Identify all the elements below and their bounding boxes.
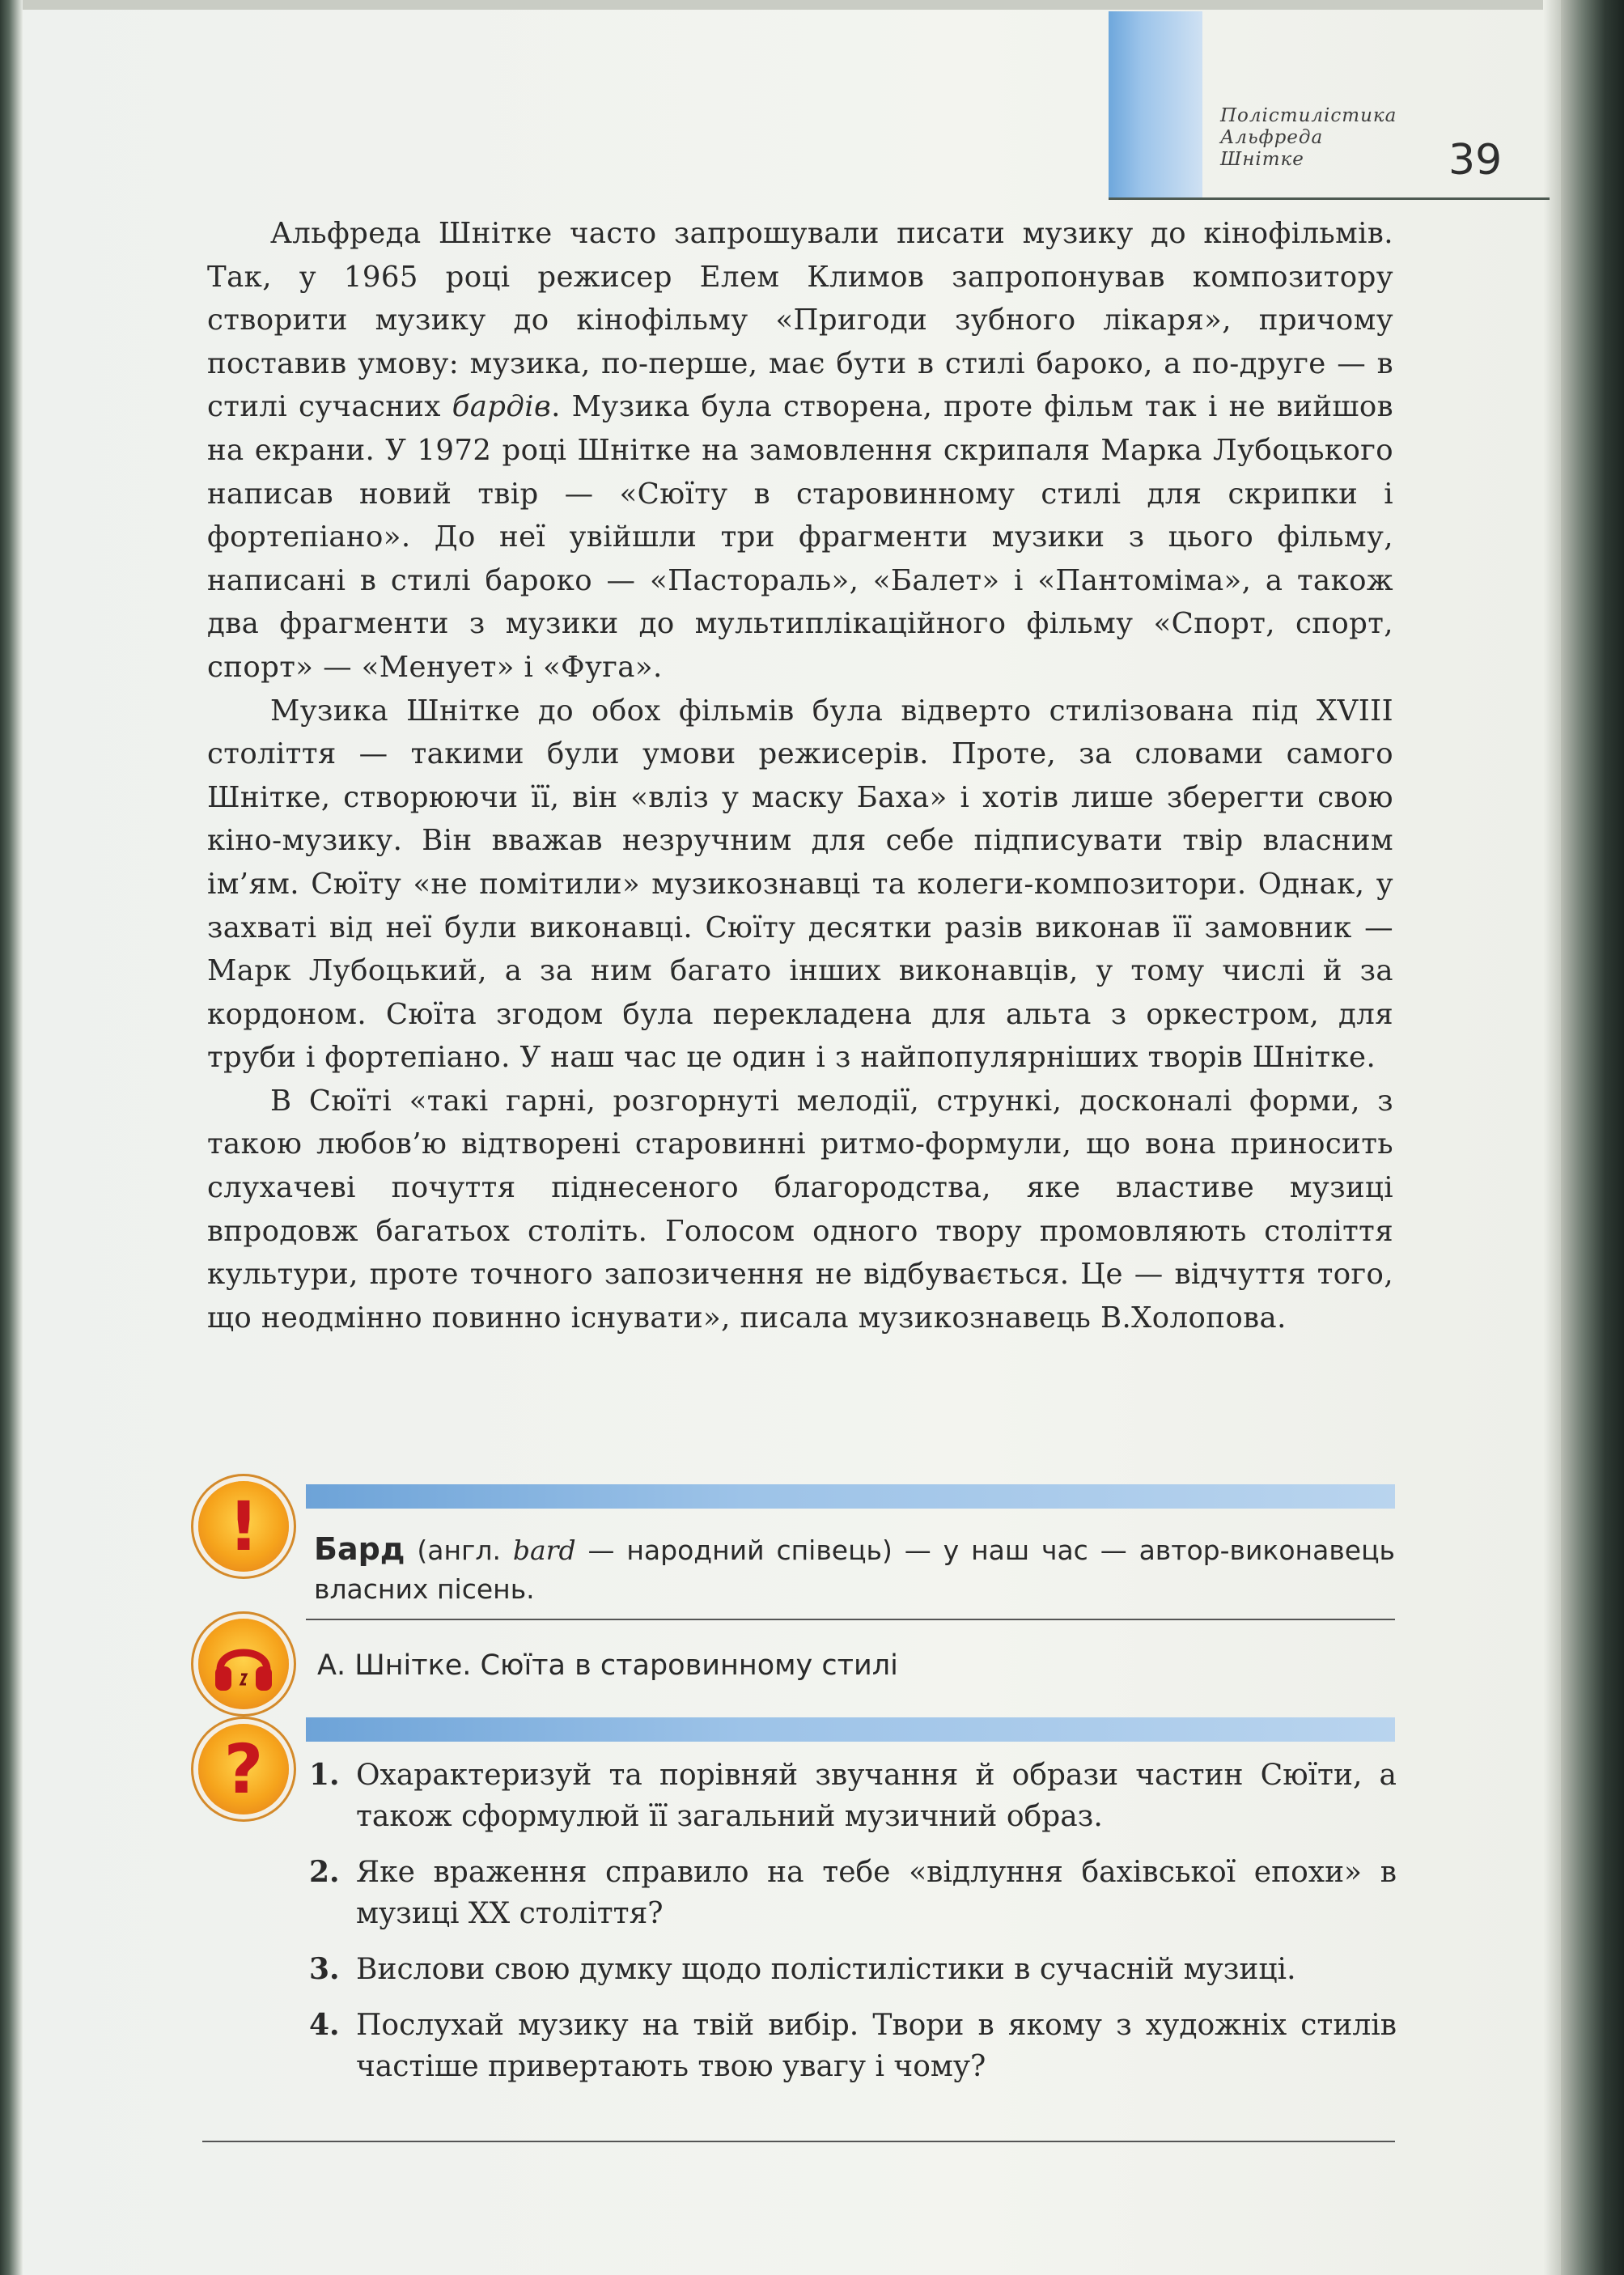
- page-number: 39: [1448, 136, 1503, 185]
- exclamation-icon: [198, 1481, 289, 1572]
- paragraph: В Сюїті «такі гарні, розгорнуті мелодії, стрункі, досконалі форми, з такою любов’ю відтворені старовинні ритмо-формули, що вона приносить слухачеві почуття піднесеного благородства, яке властиве музиці впродовж багатьох століть. Голосом одного твору промовляють століття культури, проте точного запозичення не відбувається. Це — відчуття того, що неодмінно повинно існувати», писала музикознавець В.Холопова.: [207, 1084, 1393, 1335]
- header-rule: [1109, 197, 1550, 200]
- headphones-graphic: [209, 1629, 278, 1699]
- running-head-line: Шнітке: [1220, 149, 1304, 170]
- paragraph: Музика Шнітке до обох фільмів була відверто стилізована під XVIII століття — такими були умови режисерів. Проте, за словами самого Шнітке, створюючи її, він «вліз у маску Баха» і хотів лише зберегти свою кіно-музику. Він вважав незручним для себе підписувати твір власним ім’ям. Сюїту «не помітили» музикознавці та колеги-композитори. Однак, у захваті від неї були виконавці. Сюїту десятки разів виконав її замовник — Марк Лубоцький, а за ним багато інших виконавців, у тому числі й за кордоном. Сюїта згодом була перекладена для альта з оркестром, для труби і фортепіано. У наш час це один і з найпопулярніших творів Шнітке.: [207, 694, 1393, 1075]
- exclamation-glyph: !: [227, 1487, 260, 1566]
- bottom-rule: [202, 2141, 1395, 2142]
- question-glyph: ?: [223, 1730, 264, 1809]
- definition-text: [314, 1530, 1395, 1609]
- main-text: [207, 212, 1393, 1339]
- definition-header-bar: [306, 1484, 1395, 1509]
- paragraph: [207, 212, 1393, 690]
- page-left-edge: [0, 0, 23, 2275]
- question-number: 3.: [309, 1952, 340, 1986]
- question-number: 1.: [309, 1758, 340, 1792]
- book-spine-edge: [1561, 0, 1624, 2275]
- definition-rule: [306, 1619, 1395, 1620]
- question-text: Яке враження справило на тебе «відлуння бахівської епохи» в музиці XX століття?: [356, 1856, 1397, 1930]
- question-item: [309, 2005, 1397, 2087]
- question-item: [309, 1755, 1397, 1837]
- page-right-shadow: [1543, 0, 1561, 2275]
- questions-list: [309, 1755, 1397, 2102]
- question-icon: [198, 1724, 289, 1814]
- running-head: [1220, 105, 1431, 171]
- running-head-line: Полістилістика: [1220, 105, 1397, 126]
- definition-rest: — народний співець) — у наш час — автор-виконавець власних пісень.: [314, 1534, 1396, 1605]
- paragraph-text: Альфреда Шнітке часто запрошували писати музику до кінофільмів. Так, у 1965 році режисер Елем Климов запропонував композитору створити музику до кінофільму «Пригоди зубного лікаря», причому поставив умову: музика, по-перше, має бути в стилі бароко, а по-друге — в стилі сучасних: [207, 217, 1393, 424]
- emphasized-term: бардів: [452, 390, 552, 424]
- question-text: Охарактеризуй та порівняй звучання й образи частин Сюїти, а також сформулюй її загальний музичний образ.: [356, 1759, 1397, 1833]
- question-text: Вислови свою думку щодо полістилістики в сучасній музиці.: [356, 1953, 1296, 1986]
- listening-title: А. Шнітке. Сюїта в старовинному стилі: [317, 1649, 898, 1682]
- question-number: 4.: [309, 2008, 340, 2042]
- question-item: [309, 1852, 1397, 1934]
- definition-term: Бард: [314, 1531, 405, 1567]
- question-number: 2.: [309, 1855, 340, 1889]
- header-accent-strip: [1109, 11, 1202, 199]
- running-head-line: Альфреда: [1220, 127, 1324, 148]
- question-item: [309, 1949, 1397, 1990]
- page-top-edge: [0, 0, 1624, 10]
- definition-foreign-word: bard: [512, 1534, 576, 1566]
- questions-header-bar: [306, 1717, 1395, 1742]
- definition-lead: (англ.: [405, 1534, 513, 1566]
- headphones-icon: [198, 1619, 289, 1709]
- question-text: Послухай музику на твій вибір. Твори в якому з художніх стилів частіше привертають твою увагу і чому?: [356, 2009, 1397, 2083]
- paragraph-text: . Музика була створена, проте фільм так і не вийшов на екрани. У 1972 році Шнітке на замовлення скрипаля Марка Лубоцького написав новий твір — «Сюїту в старовинному стилі для скрипки і фортепіано». До неї увійшли три фрагменти музики з цього фільму, написані в стилі бароко — «Пастораль», «Балет» і «Пантоміма», а також два фрагменти з музики до мультиплікаційного фільму «Спорт, спорт, спорт» — «Менует» і «Фуга».: [207, 390, 1393, 684]
